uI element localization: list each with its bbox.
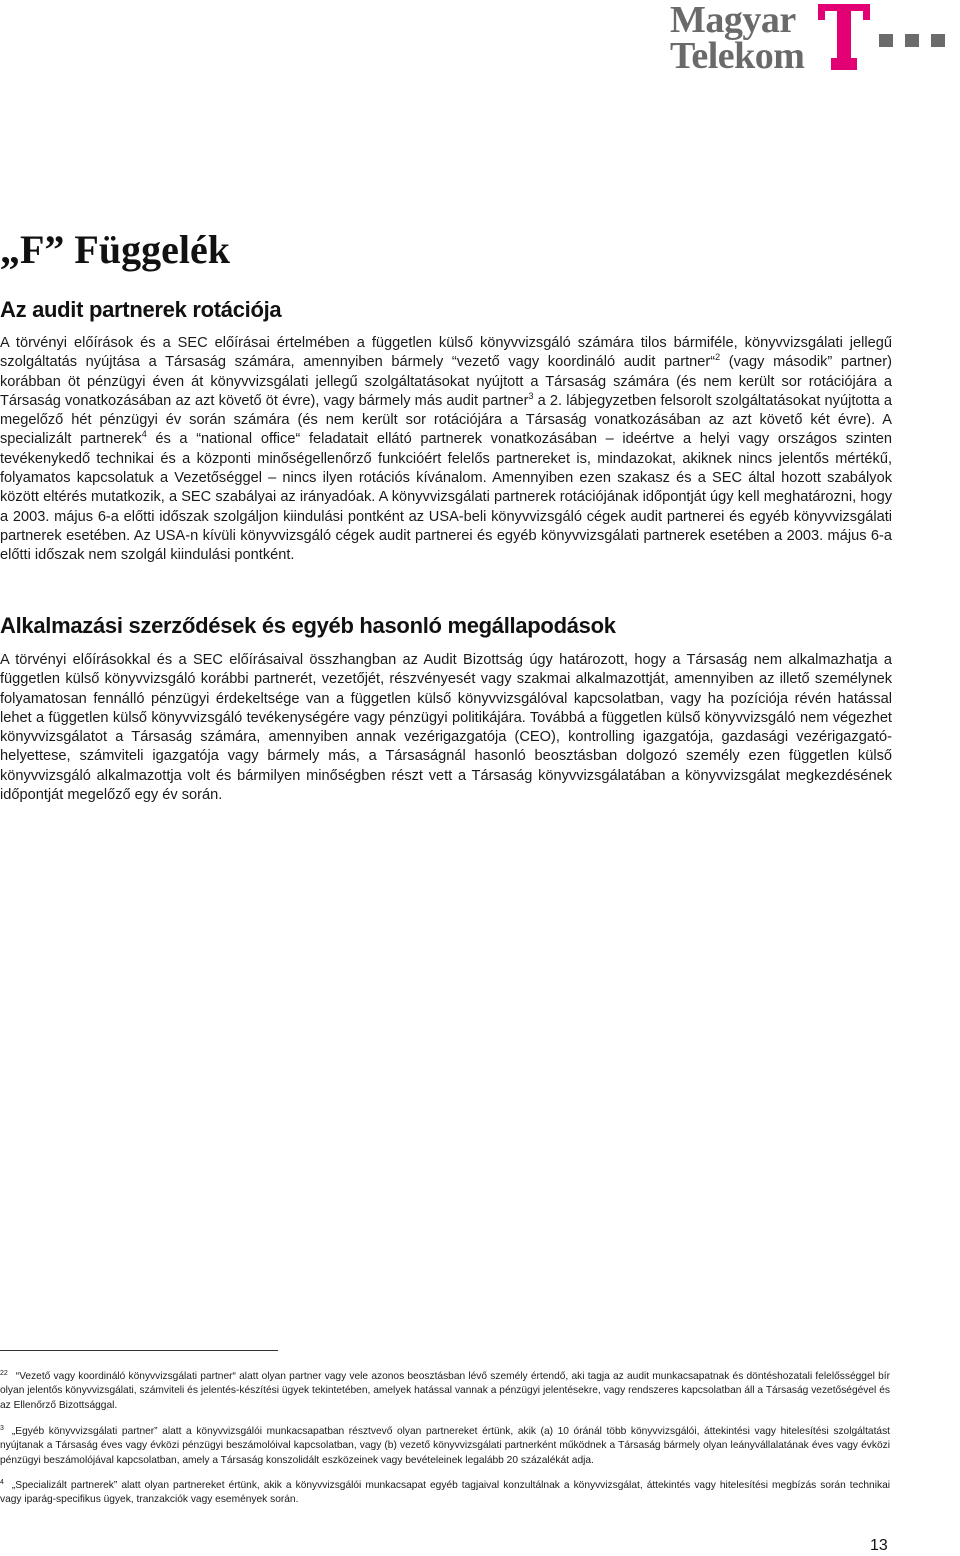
footnote-ref: 4 <box>141 429 147 440</box>
footnote-divider <box>0 1350 278 1351</box>
text-run: A törvényi előírások és a SEC előírásai értelmében a független külső könyvvizsgáló számára tilos bármiféle, könyvvizsgálati jellegű szolgáltatás nyújtása a Társaság számára, amennyiben bármely “vezető vagy koordináló audit partner“ <box>0 335 892 371</box>
footnote-item <box>0 1425 890 1468</box>
footnote-mark: 22 <box>0 1369 8 1377</box>
logo-dot-icon <box>905 34 919 47</box>
logo-text <box>670 0 805 77</box>
section-paragraph-audit-rotation <box>0 334 892 566</box>
company-logo <box>664 0 960 76</box>
text-run: (vagy második” partner) korábban öt pénzügyi éven át könyvvizsgálati jellegű szolgáltatásokat nyújtott a Társaság számára (és nem került sor rotációjára a Társaság vonatkozásában az azt követő öt évre), vagy bármely más audit partner <box>0 354 893 409</box>
text-run: a 2. lábjegyzetben felsorolt szolgáltatásokat nyújtotta a megelőző hét pénzügyi év során számára (és nem került sor rotációjára a Társaság vonatkozásában az azt követő két évre). A specializált partnerek <box>0 392 892 448</box>
section-heading-employment: Alkalmazási szerződések és egyéb hasonló megállapodások <box>0 613 616 638</box>
page-number: 13 <box>870 1537 888 1554</box>
logo-line-2: Telekom <box>670 35 805 77</box>
logo-dots <box>879 34 957 52</box>
footnote-text: „Egyéb könyvvizsgálati partner” alatt a könyvvizsgálói munkacsapatban résztvevő olyan partnereket értünk, akik (a) 10 óránál több könyvvizsgálói, áttekintési vagy hitelesítési szolgáltatást nyújtanak a Társaság éves vagy évközi pénzügyi beszámolóival kapcsolatban, vagy (b) vezető könyvvizsgálati partnerként működnek a Társaság bármely olyan leányvállalatának éves vagy évközi pénzügyi beszámolójával kapcsolatban, amely a Társaság konszolidált eszközeinek vagy bevételeinek legalább 20 százalékát adja. <box>0 1426 890 1466</box>
logo-dot-icon <box>931 34 945 47</box>
footnote-item <box>0 1479 890 1508</box>
footnote-text: „Specializált partnerek” alatt olyan partnereket értünk, akik a könyvvizsgálói munkacsapat egyéb tagjaival konzultálnak a könyvvizsgálat, áttekintés vagy hitelesítési megbízás során technikai vagy iparág-specifikus ügyek, tranzakciók vagy események során. <box>0 1480 890 1506</box>
footnote-text: “Vezető vagy koordináló könyvvizsgálati partner“ alatt olyan partner vagy vele azonos beosztásban lévő személy értendő, aki tagja az audit munkacsapatnak és döntéshozatali felelősséggel bír olyan jelentős könyvvizsgálati, számviteli és jelentés-készítési ügyek tekintetében, amelyek hatással vannak a pénzügyi jelentésekre, vagy rendszeres kapcsolatban áll a Társaság vezetőségével és az Ellenőrző Bizottsággal. <box>0 1371 890 1411</box>
page-title: „F” Függelék <box>0 227 230 272</box>
footnote-item <box>0 1370 890 1413</box>
footnote-mark: 4 <box>0 1478 4 1486</box>
logo-dot-icon <box>879 34 893 47</box>
section-paragraph-employment: A törvényi előírásokkal és a SEC előírásaival összhangban az Audit Bizottság úgy határozott, hogy a Társaság nem alkalmazhatja a független külső könyvvizsgáló korábbi partnerét, vezetőjét, részvényesét vagy szakmai alkalmazottját, amennyiben az illető személynek folyamatosan fennálló pénzügyi érdekeltsége van a független külső könyvvizsgálóval kapcsolatban, vagy ha pozíciója révén hatással lehet a független külső könyvvizsgáló tevékenységére vagy pénzügyi politikájára. Továbbá a független külső könyvvizsgáló nem végezhet könyvvizsgálatot a Társaság számára, amennyiben annak vezérigazgatója (CEO), kontrolling igazgatója, gazdasági vezérigazgató-helyettese, számviteli igazgatója vagy bármely más, a Társaságnál hasonló beosztásban dolgozó személy ezen független külső könyvvizsgáló alkalmazottja volt és bármilyen minőségben részt vett a Társaság könyvvizsgálatában a könyvvizsgálat megkezdésének időpontját megelőző egy év során. <box>0 652 892 804</box>
logo-line-1: Magyar <box>670 0 796 41</box>
footnote-ref: 3 <box>528 391 534 402</box>
telekom-t-icon <box>818 0 870 72</box>
section-heading-audit-rotation: Az audit partnerek rotációja <box>0 297 282 322</box>
text-run: és a “national office“ feladatait ellátó partnerek vonatkozásában – ideértve a helyi vagy országos szinten tevékenykedő technikai és a központi minőségellenőrző funkcióért felelős partnereket is, mindazokat, akiknek nincs jelentős mértékű, folyamatos kapcsolatuk a Vezetőséggel – nincs ilyen rotációs kívánalom. Amennyiben ezen szakasz és a SEC által hozott szabályok között eltérés mutatkozik, a SEC szabályai az irányadóak. A könyvvizsgálati partnerek rotációjának időpontját úgy kell meghatározni, hogy a 2003. május 6-a előtti időszak szolgáljon kiindulási pontként az USA-beli könyvvizsgáló cégek audit partnerei és egyéb könyvvizsgálati partnerek esetében. Az USA-n kívüli könyvvizsgáló cégek audit partnerei és egyéb könyvvizsgálati partnerek esetében a 2003. május 6-a előtti időszak nem szolgál kiindulási pontként. <box>0 431 892 564</box>
footnote-ref: 2 <box>715 352 721 363</box>
footnote-mark: 3 <box>0 1424 4 1432</box>
